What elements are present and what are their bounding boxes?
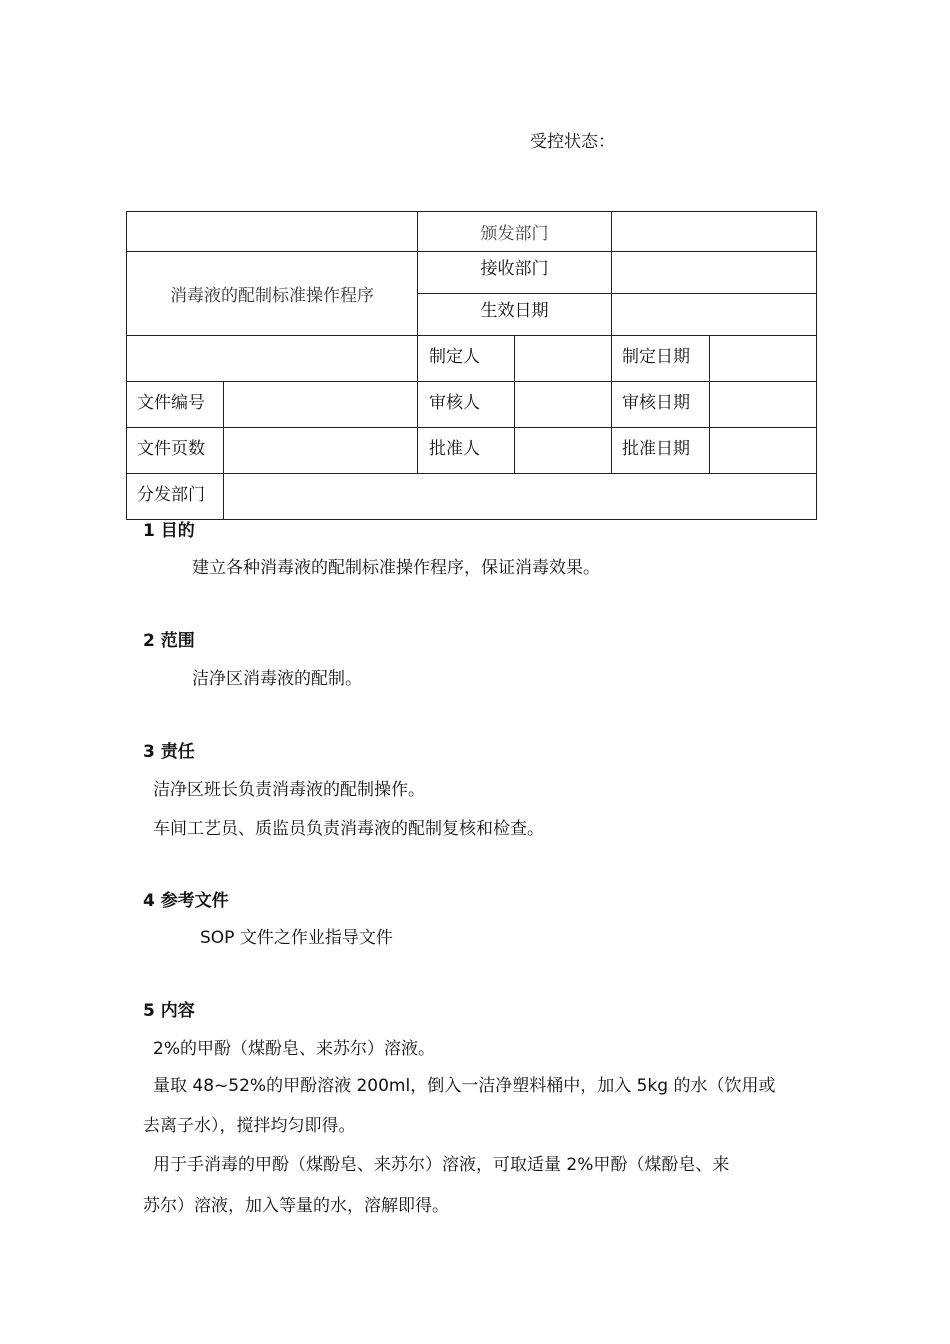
approve-date-label: 批准日期 — [612, 428, 710, 474]
reviewer-label: 审核人 — [418, 382, 515, 428]
review-date-label: 审核日期 — [612, 382, 710, 428]
review-date-value — [710, 382, 817, 428]
effective-date-label: 生效日期 — [418, 294, 612, 336]
section-heading: 1 目的 — [143, 521, 195, 541]
section-heading: 3 责任 — [143, 742, 195, 762]
reviewer-value — [515, 382, 612, 428]
issue-dept-label: 颁发部门 — [418, 212, 612, 252]
draft-date-label: 制定日期 — [612, 336, 710, 382]
paragraph: 洁净区消毒液的配制。 — [192, 669, 362, 689]
draft-date-value — [710, 336, 817, 382]
paragraph: 车间工艺员、质监员负责消毒液的配制复核和检查。 — [153, 819, 544, 839]
receive-dept-value — [612, 252, 817, 294]
blank-cell — [127, 212, 418, 252]
page-count-value — [224, 428, 418, 474]
paragraph: 用于手消毒的甲酚（煤酚皂、来苏尔）溶液，可取适量 2%甲酚（煤酚皂、来 — [153, 1155, 730, 1175]
drafter-value — [515, 336, 612, 382]
distribute-dept-label: 分发部门 — [127, 474, 224, 520]
page-count-label: 文件页数 — [127, 428, 224, 474]
section-heading: 5 内容 — [143, 1001, 195, 1021]
paragraph: 去离子水），搅拌均匀即得。 — [143, 1116, 356, 1136]
receive-dept-label: 接收部门 — [418, 252, 612, 294]
paragraph: 建立各种消毒液的配制标准操作程序，保证消毒效果。 — [192, 558, 600, 578]
document-header-table — [126, 211, 817, 520]
doc-no-value — [224, 382, 418, 428]
approver-value — [515, 428, 612, 474]
section-heading: 4 参考文件 — [143, 891, 229, 911]
doc-no-label: 文件编号 — [127, 382, 224, 428]
control-status-label: 受控状态： — [530, 132, 615, 152]
paragraph: 量取 48~52%的甲酚溶液 200ml，倒入一洁净塑料桶中，加入 5kg 的水（饮用或 — [153, 1076, 776, 1096]
blank-cell — [127, 336, 418, 382]
effective-date-value — [612, 294, 817, 336]
approver-label: 批准人 — [418, 428, 515, 474]
paragraph: 2%的甲酚（煤酚皂、来苏尔）溶液。 — [153, 1039, 435, 1059]
distribute-dept-value — [224, 474, 817, 520]
section-heading: 2 范围 — [143, 631, 195, 651]
paragraph: SOP 文件之作业指导文件 — [200, 928, 393, 948]
drafter-label: 制定人 — [418, 336, 515, 382]
paragraph: 洁净区班长负责消毒液的配制操作。 — [153, 780, 425, 800]
document-title: 消毒液的配制标准操作程序 — [127, 252, 418, 336]
approve-date-value — [710, 428, 817, 474]
paragraph: 苏尔）溶液，加入等量的水，溶解即得。 — [143, 1196, 449, 1216]
issue-dept-value — [612, 212, 817, 252]
